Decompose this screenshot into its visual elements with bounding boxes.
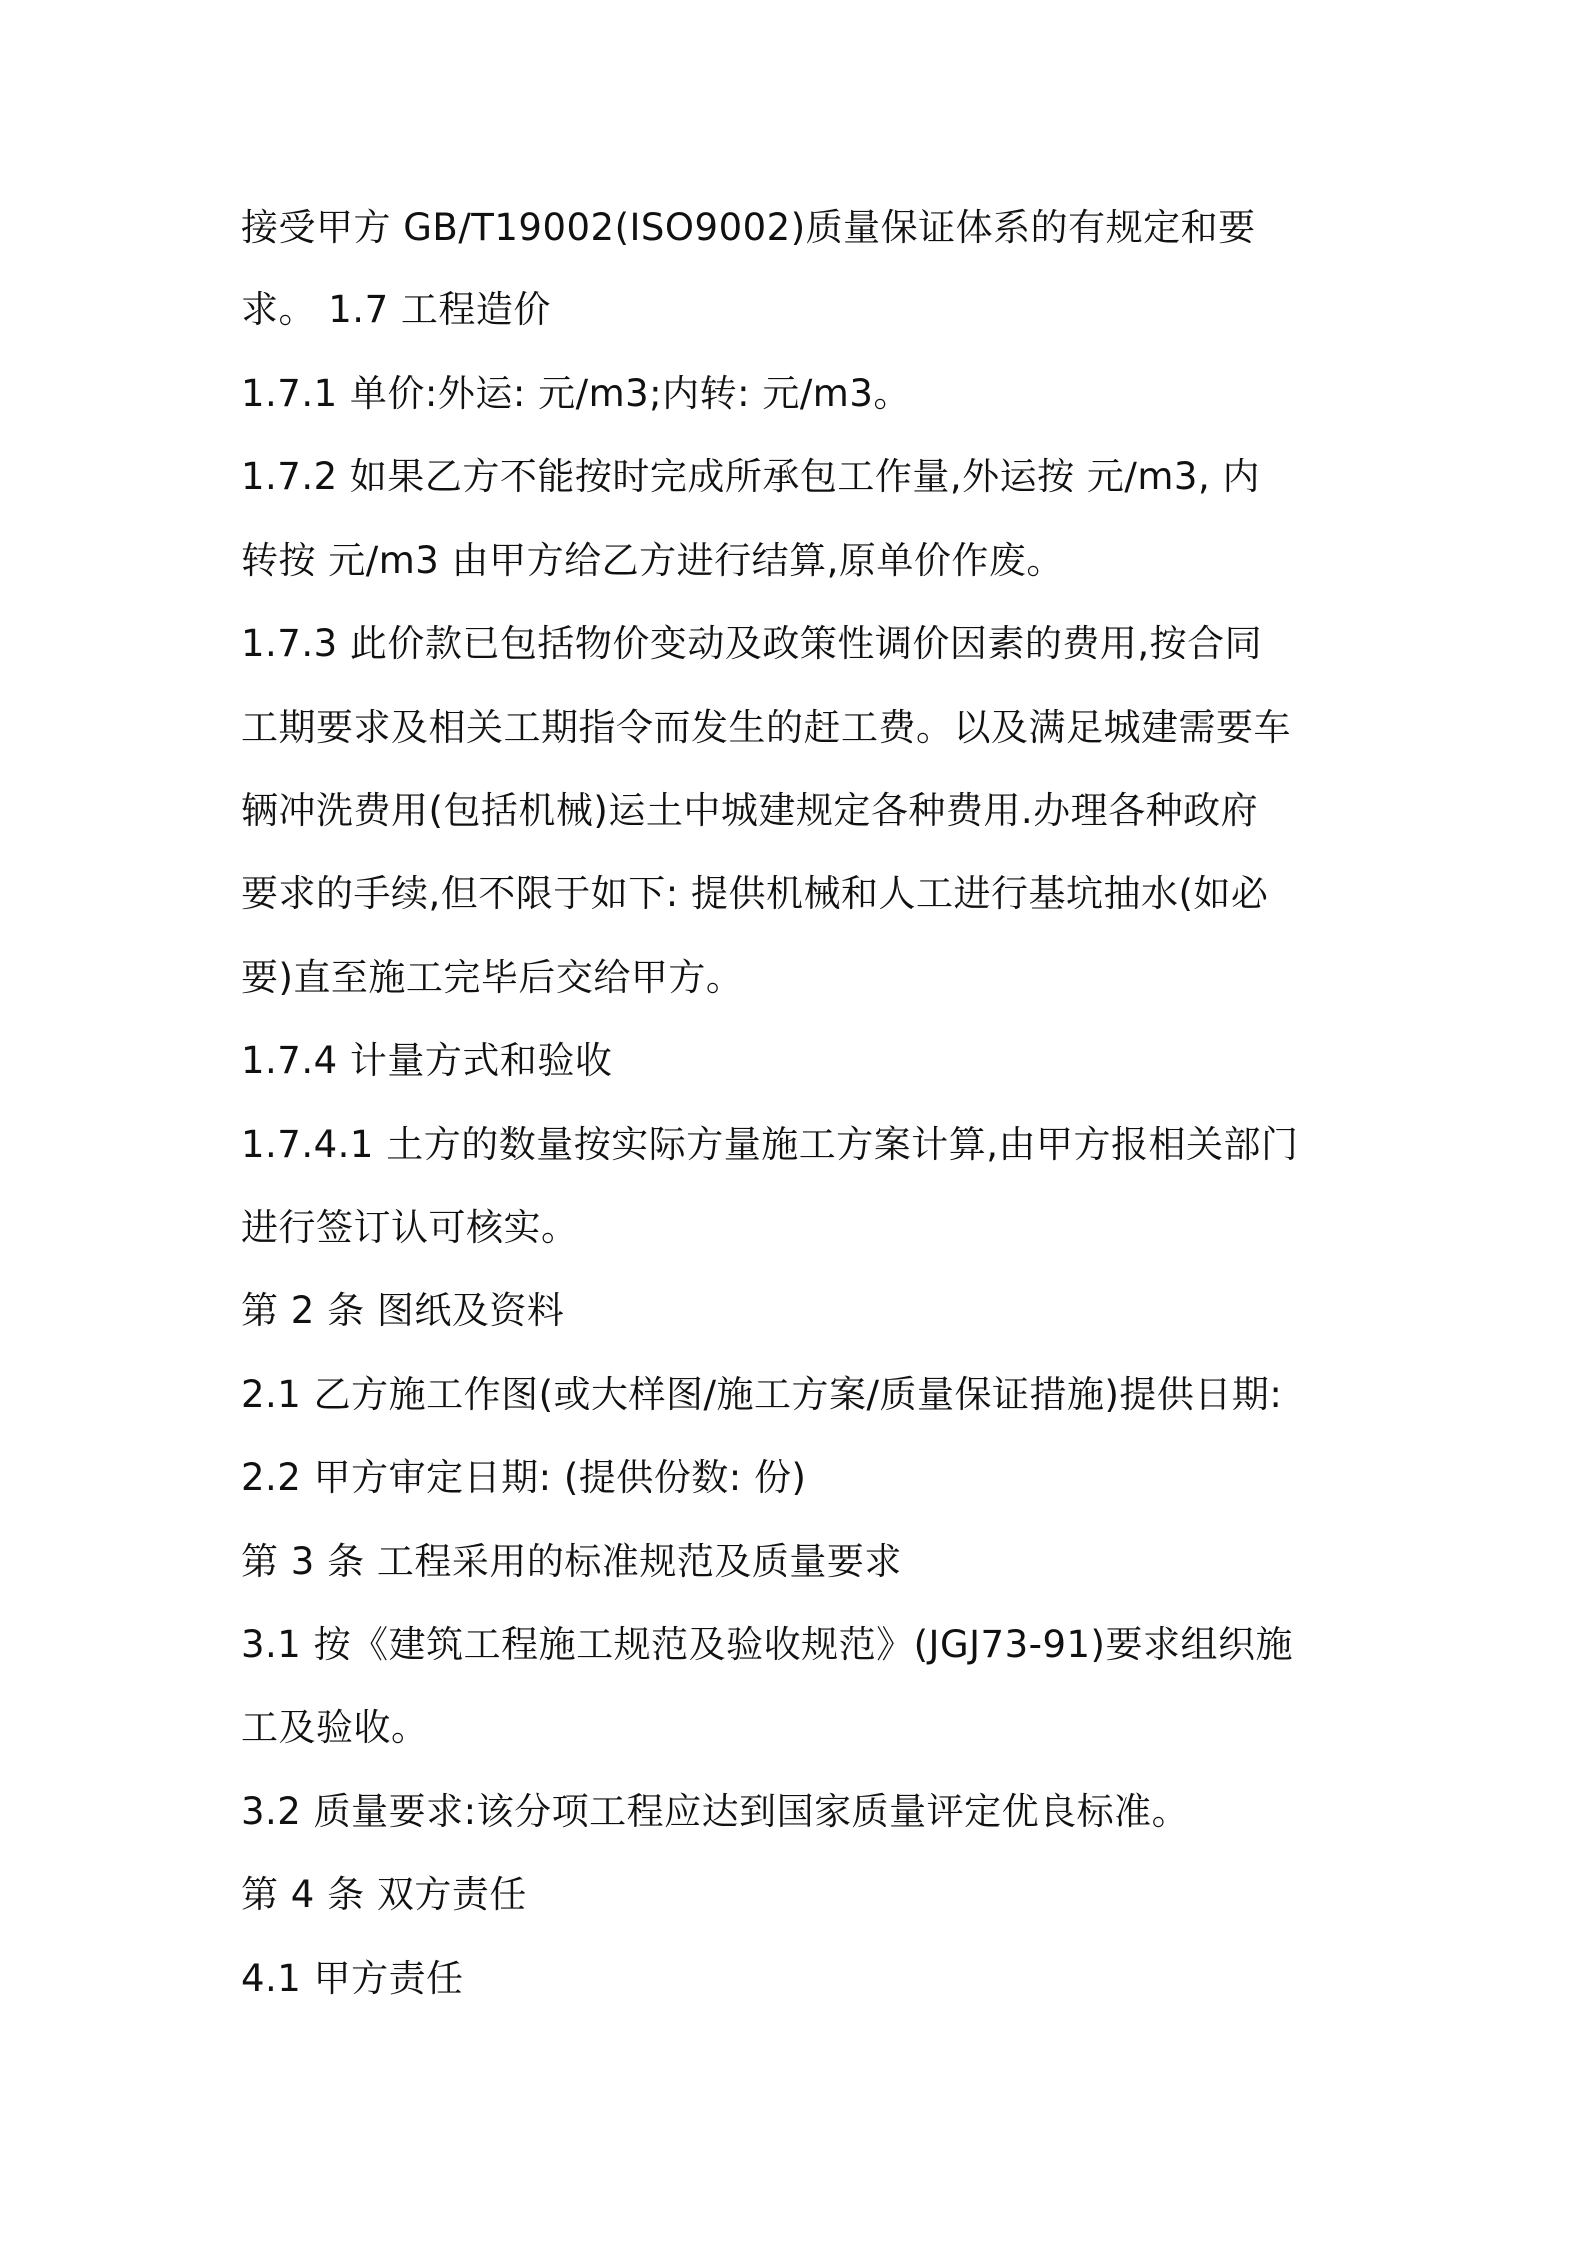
- text-line: 要)直至施工完毕后交给甲方。: [241, 956, 744, 999]
- text-line: 进行签订认可核实。: [241, 1206, 579, 1249]
- text-line: 求。 1.7 工程造价: [241, 288, 551, 331]
- text-line: 辆冲洗费用(包括机械)运土中城建规定各种费用.办理各种政府: [241, 789, 1259, 832]
- text-line: 2.1 乙方施工作图(或大样图/施工方案/质量保证措施)提供日期:: [241, 1373, 1283, 1416]
- text-line: 要求的手续,但不限于如下: 提供机械和人工进行基坑抽水(如必: [241, 872, 1269, 915]
- text-line: 转按 元/m3 由甲方给乙方进行结算,原单价作废。: [241, 539, 1064, 582]
- text-line: 3.2 质量要求:该分项工程应达到国家质量评定优良标准。: [241, 1790, 1190, 1833]
- section-heading: 4.1 甲方责任: [241, 1957, 464, 2000]
- text-line: 2.2 甲方审定日期: (提供份数: 份): [241, 1456, 807, 1499]
- text-line: 工及验收。: [241, 1706, 429, 1749]
- article-heading: 第 3 条 工程采用的标准规范及质量要求: [241, 1540, 902, 1583]
- text-line: 1.7.4.1 土方的数量按实际方量施工方案计算,由甲方报相关部门: [241, 1123, 1299, 1166]
- text-line: 1.7.3 此价款已包括物价变动及政策性调价因素的费用,按合同: [241, 622, 1263, 665]
- article-heading: 第 4 条 双方责任: [241, 1873, 527, 1916]
- text-line: 3.1 按《建筑工程施工规范及验收规范》(JGJ73-91)要求组织施: [241, 1623, 1293, 1666]
- text-line: 工期要求及相关工期指令而发生的赶工费。以及满足城建需要车: [241, 706, 1291, 749]
- text-line: 接受甲方 GB/T19002(ISO9002)质量保证体系的有规定和要: [241, 206, 1256, 249]
- text-line: 1.7.1 单价:外运: 元/m3;内转: 元/m3。: [241, 372, 911, 415]
- text-line: 1.7.2 如果乙方不能按时完成所承包工作量,外运按 元/m3, 内: [241, 455, 1260, 498]
- article-heading: 第 2 条 图纸及资料: [241, 1289, 565, 1332]
- section-heading: 1.7.4 计量方式和验收: [241, 1039, 613, 1082]
